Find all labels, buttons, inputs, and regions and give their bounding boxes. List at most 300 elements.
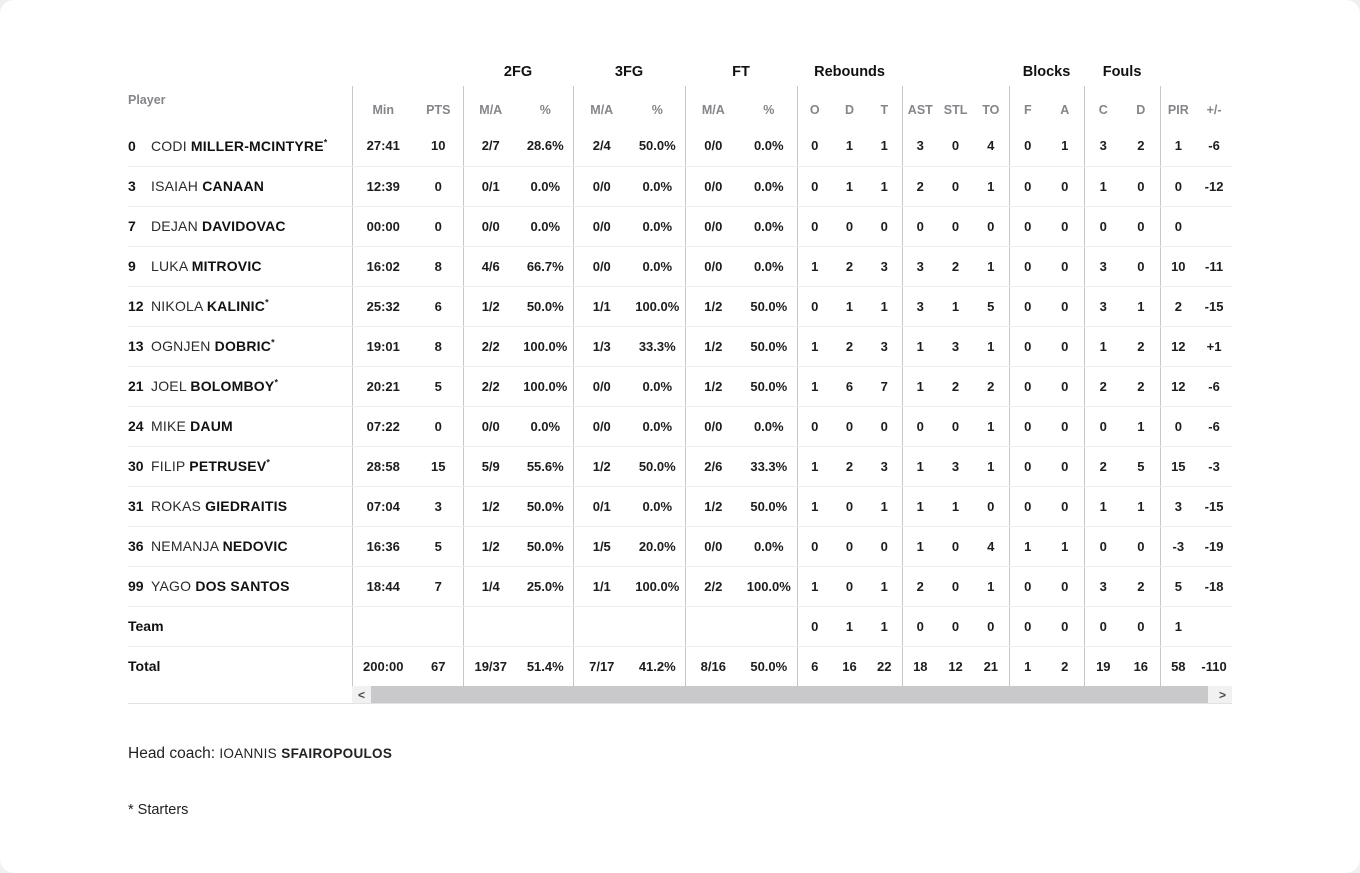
player-last-name: DOBRIC: [214, 338, 272, 354]
cell-pm: [1196, 206, 1232, 246]
cell-reb_o: 0: [797, 126, 832, 166]
cell-blk_a: 0: [1046, 406, 1084, 446]
cell-fg3_ma: 0/0: [573, 366, 630, 406]
cell-fg2_pct: 55.6%: [518, 446, 573, 486]
cell-fg3_ma: 7/17: [573, 646, 630, 686]
cell-pir: 5: [1160, 566, 1196, 606]
group-ft: FT: [732, 64, 750, 80]
cell-reb_d: 0: [832, 526, 867, 566]
cell-ft_pct: 0.0%: [741, 406, 797, 446]
cell-reb_o: 1: [797, 446, 832, 486]
scrollbar-thumb[interactable]: [371, 686, 1208, 703]
group-spacer: [128, 58, 463, 86]
cell-pir: 1: [1160, 126, 1196, 166]
cell-pts: 0: [414, 206, 463, 246]
cell-blk_a: 0: [1046, 286, 1084, 326]
player-first-name: ISAIAH: [151, 178, 203, 194]
cell-blk_a: 0: [1046, 206, 1084, 246]
cell-ft_pct: 50.0%: [750, 658, 788, 674]
cell-pir: 12: [1160, 366, 1196, 406]
cell-foul_c: 1: [1084, 166, 1122, 206]
head-coach-first-name: IOANNIS: [219, 746, 277, 761]
cell-fg2_ma: 4/6: [463, 246, 518, 286]
cell-pm: -6: [1196, 366, 1232, 406]
col-foul-c: C: [1084, 86, 1122, 126]
starter-asterisk: *: [274, 377, 278, 388]
cell-ft_ma: 1/2: [685, 486, 741, 526]
cell-reb_d: 1: [832, 126, 867, 166]
cell-pm: -15: [1196, 486, 1232, 526]
cell-to: 2: [973, 366, 1009, 406]
cell-ast: 1: [902, 486, 938, 526]
cell-foul_d: 0: [1122, 246, 1160, 286]
boxscore-table-wrap: [128, 58, 1232, 704]
cell-foul_d: 2: [1122, 566, 1160, 606]
cell-fg3_pct: 50.0%: [630, 446, 685, 486]
cell-stl: 0: [938, 606, 973, 646]
cell-stl: 0: [938, 526, 973, 566]
cell-reb_o: 6: [797, 646, 832, 686]
cell-blk_f: 0: [1009, 166, 1046, 206]
cell-fg3_ma: 0/0: [573, 206, 630, 246]
row-label: Total: [128, 658, 161, 675]
cell-ft_ma: 8/16: [685, 646, 741, 686]
cell-to: 1: [973, 406, 1009, 446]
player-cell: [128, 326, 352, 366]
player-first-name: OGNJEN: [151, 338, 215, 354]
cell-min: 07:04: [352, 486, 414, 526]
cell-blk_a: 0: [1046, 486, 1084, 526]
cell-reb_t: 1: [867, 486, 902, 526]
cell-fg3_pct: [630, 606, 685, 646]
cell-ft_pct: 0.0%: [741, 246, 797, 286]
cell-reb_t: 3: [867, 446, 902, 486]
player-first-name: DEJAN: [151, 218, 202, 234]
cell-to: 4: [973, 126, 1009, 166]
cell-reb_t: 22: [877, 658, 892, 674]
cell-reb_o: 0: [797, 606, 832, 646]
cell-ft_ma: 0/0: [685, 406, 741, 446]
cell-reb_t: 0: [867, 526, 902, 566]
cell-blk_f: 0: [1009, 446, 1046, 486]
cell-pts: 3: [414, 486, 463, 526]
cell-pm: -6: [1196, 406, 1232, 446]
col-blk-a: A: [1060, 103, 1070, 117]
cell-ft_ma: 0/0: [685, 206, 741, 246]
cell-stl: 0: [938, 166, 973, 206]
cell-foul_c: 19: [1084, 646, 1122, 686]
player-first-name: NEMANJA: [151, 538, 223, 554]
table-row: [128, 406, 1232, 446]
player-cell: [128, 566, 352, 606]
cell-blk_f: 0: [1009, 126, 1046, 166]
cell-blk_a: 0: [1046, 606, 1084, 646]
cell-ast: 0: [902, 606, 938, 646]
cell-fg2_pct: 50.0%: [518, 526, 573, 566]
col-reb-d: D: [845, 103, 855, 117]
cell-reb_d: 0: [832, 486, 867, 526]
cell-pir: 3: [1160, 486, 1196, 526]
cell-foul_c: 0: [1084, 526, 1122, 566]
cell-reb_d: 1: [832, 166, 867, 206]
cell-pm: -110: [1201, 658, 1227, 674]
cell-reb_o: 1: [797, 366, 832, 406]
cell-fg2_ma: 2/2: [463, 326, 518, 366]
player-first-name: FILIP: [151, 458, 190, 474]
cell-ft_pct: 50.0%: [741, 326, 797, 366]
cell-pm: -6: [1196, 126, 1232, 166]
cell-fg2_ma: 5/9: [463, 446, 518, 486]
cell-min: 200:00: [352, 646, 414, 686]
cell-fg3_pct: 0.0%: [630, 366, 685, 406]
player-cell: [128, 166, 352, 206]
cell-ast: 0: [902, 206, 938, 246]
group-spacer: [1160, 58, 1232, 86]
cell-blk_a: 0: [1046, 446, 1084, 486]
chevron-right-icon: >: [1218, 687, 1226, 702]
cell-pm: -18: [1196, 566, 1232, 606]
cell-blk_a: 1: [1046, 526, 1084, 566]
cell-pts: 7: [414, 566, 463, 606]
cell-blk_f: 0: [1009, 406, 1046, 446]
cell-to: 1: [973, 566, 1009, 606]
jersey-number: 9: [128, 258, 136, 274]
player-last-name: PETRUSEV: [189, 458, 267, 474]
table-row: [128, 606, 1232, 646]
jersey-number: 24: [128, 418, 144, 434]
cell-pir: 15: [1160, 446, 1196, 486]
cell-min: 20:21: [352, 366, 414, 406]
cell-blk_a: 0: [1046, 326, 1084, 366]
cell-blk_f: 1: [1009, 526, 1046, 566]
column-header-row: [128, 86, 1232, 126]
cell-ast: 3: [902, 246, 938, 286]
cell-pts: 5: [414, 366, 463, 406]
player-first-name: ROKAS: [151, 498, 206, 514]
cell-ft_ma: 0/0: [685, 166, 741, 206]
cell-fg3_pct: 33.3%: [630, 326, 685, 366]
cell-blk_f: 0: [1009, 206, 1046, 246]
cell-blk_a: 1: [1046, 126, 1084, 166]
cell-to: 0: [973, 206, 1009, 246]
starter-asterisk: *: [265, 297, 269, 308]
cell-fg2_pct: 66.7%: [518, 246, 573, 286]
cell-pir: 0: [1160, 166, 1196, 206]
player-cell: [128, 366, 352, 406]
cell-pir: 12: [1160, 326, 1196, 366]
cell-stl: 2: [938, 366, 973, 406]
col-pm: +/-: [1206, 103, 1222, 117]
cell-fg3_pct: 0.0%: [630, 166, 685, 206]
cell-reb_t: 1: [867, 566, 902, 606]
cell-ft_pct: [741, 606, 797, 646]
table-row: [128, 126, 1232, 166]
cell-min: 25:32: [352, 286, 414, 326]
cell-foul_c: 3: [1084, 126, 1122, 166]
player-first-name: CODI: [151, 137, 191, 154]
cell-ast: 18: [902, 646, 938, 686]
jersey-number: 99: [128, 578, 144, 594]
cell-foul_c: 0: [1084, 406, 1122, 446]
player-cell: [128, 606, 352, 646]
jersey-number: 12: [128, 298, 144, 314]
group-spacer: [902, 58, 1009, 86]
cell-ast: 1: [902, 526, 938, 566]
cell-to: 21: [983, 658, 999, 674]
cell-to: 1: [973, 166, 1009, 206]
cell-fg3_pct: 0.0%: [630, 486, 685, 526]
cell-fg3_pct: 41.2%: [638, 658, 676, 674]
cell-reb_t: 1: [867, 166, 902, 206]
player-cell: [128, 446, 352, 486]
table-row: [128, 286, 1232, 326]
cell-foul_d: 1: [1122, 286, 1160, 326]
cell-ft_ma: 2/6: [685, 446, 741, 486]
col-blk-f: F: [1009, 86, 1046, 126]
cell-blk_f: 0: [1009, 286, 1046, 326]
player-last-name: CANAAN: [202, 178, 265, 194]
cell-pm: -19: [1196, 526, 1232, 566]
cell-ft_pct: 0.0%: [741, 126, 797, 166]
cell-foul_d: 0: [1122, 526, 1160, 566]
col-foul-d: D: [1136, 103, 1146, 117]
jersey-number: 31: [128, 498, 144, 514]
player-first-name: JOEL: [151, 378, 191, 394]
cell-fg2_pct: 50.0%: [518, 286, 573, 326]
chevron-left-icon: <: [357, 687, 365, 702]
cell-stl: 3: [938, 446, 973, 486]
cell-fg3_pct: 50.0%: [630, 126, 685, 166]
cell-reb_o: 0: [797, 526, 832, 566]
cell-reb_o: 1: [797, 246, 832, 286]
cell-ft_pct: 0.0%: [741, 166, 797, 206]
cell-fg3_ma: 2/4: [573, 126, 630, 166]
cell-foul_d: 2: [1122, 126, 1160, 166]
cell-pm: +1: [1196, 326, 1232, 366]
player-last-name: NEDOVIC: [222, 538, 288, 554]
cell-fg2_ma: 0/0: [463, 406, 518, 446]
cell-reb_t: 0: [867, 406, 902, 446]
cell-reb_t: 1: [867, 606, 902, 646]
cell-to: 1: [973, 446, 1009, 486]
cell-reb_t: 7: [867, 366, 902, 406]
cell-pts: 6: [414, 286, 463, 326]
col-3fg-ma: M/A: [573, 86, 630, 126]
cell-fg3_ma: 0/0: [573, 166, 630, 206]
cell-ast: 2: [902, 166, 938, 206]
boxscore-table: [128, 58, 1232, 686]
cell-fg3_ma: 0/0: [573, 246, 630, 286]
player-first-name: NIKOLA: [151, 298, 207, 314]
cell-pts: 0: [414, 406, 463, 446]
starters-note: * Starters: [128, 802, 189, 818]
player-last-name: MITROVIC: [191, 258, 262, 274]
cell-ast: 3: [902, 126, 938, 166]
cell-min: 12:39: [352, 166, 414, 206]
cell-pir: 58: [1160, 646, 1196, 686]
head-coach-line: [128, 745, 392, 763]
jersey-number: 21: [128, 378, 144, 394]
cell-fg3_pct: 0.0%: [630, 246, 685, 286]
cell-ft_ma: 0/0: [685, 126, 741, 166]
player-first-name: MIKE: [151, 418, 191, 434]
cell-stl: 2: [938, 246, 973, 286]
cell-fg2_ma: 19/37: [463, 646, 518, 686]
cell-reb_o: 0: [797, 286, 832, 326]
cell-pts: 0: [414, 166, 463, 206]
cell-stl: 12: [948, 658, 963, 674]
cell-reb_t: 1: [867, 286, 902, 326]
table-row: [128, 646, 1232, 686]
cell-stl: 1: [938, 486, 973, 526]
table-row: [128, 166, 1232, 206]
cell-foul_d: 0: [1122, 606, 1160, 646]
group-blocks: Blocks: [1022, 64, 1071, 80]
starter-asterisk: *: [266, 457, 270, 468]
cell-min: 27:41: [352, 126, 414, 166]
player-last-name: DAVIDOVAC: [202, 218, 286, 234]
cell-min: 00:00: [352, 206, 414, 246]
cell-blk_f: 0: [1009, 366, 1046, 406]
cell-reb_d: 0: [832, 566, 867, 606]
group-fouls: Fouls: [1102, 64, 1142, 80]
player-first-name: YAGO: [151, 578, 196, 594]
col-min: Min: [352, 86, 414, 126]
scroll-right-button[interactable]: [1213, 686, 1232, 703]
cell-fg3_ma: 1/2: [573, 446, 630, 486]
cell-pts: 8: [414, 326, 463, 366]
jersey-number: 3: [128, 178, 136, 194]
cell-ast: 1: [902, 366, 938, 406]
table-row: [128, 566, 1232, 606]
cell-ft_pct: 0.0%: [741, 526, 797, 566]
cell-ft_pct: 33.3%: [741, 446, 797, 486]
cell-foul_c: 0: [1084, 206, 1122, 246]
player-cell: [128, 486, 352, 526]
cell-ft_ma: [685, 606, 741, 646]
group-2fg: 2FG: [503, 64, 533, 80]
jersey-number: 7: [128, 218, 136, 234]
table-row: [128, 206, 1232, 246]
cell-blk_a: 0: [1046, 366, 1084, 406]
cell-ast: 0: [902, 406, 938, 446]
cell-pir: 2: [1160, 286, 1196, 326]
jersey-number: 0: [128, 137, 136, 154]
cell-fg2_pct: 100.0%: [518, 366, 573, 406]
cell-fg3_ma: 0/0: [573, 406, 630, 446]
cell-reb_d: 16: [842, 658, 857, 674]
cell-fg3_ma: 0/1: [573, 486, 630, 526]
cell-min: [352, 606, 414, 646]
cell-ft_pct: 50.0%: [741, 486, 797, 526]
cell-min: 16:36: [352, 526, 414, 566]
cell-reb_d: 2: [832, 326, 867, 366]
cell-reb_o: 0: [797, 406, 832, 446]
cell-fg2_ma: 1/2: [463, 486, 518, 526]
cell-pm: [1196, 606, 1232, 646]
cell-foul_c: 2: [1084, 366, 1122, 406]
col-pir: PIR: [1160, 86, 1196, 126]
col-ft-pct: %: [763, 103, 775, 117]
cell-reb_d: 1: [832, 606, 867, 646]
cell-stl: 0: [938, 206, 973, 246]
player-last-name: DAUM: [190, 418, 233, 434]
cell-foul_d: 1: [1122, 486, 1160, 526]
col-2fg-pct: %: [539, 103, 551, 117]
cell-pts: 15: [414, 446, 463, 486]
cell-to: 0: [973, 486, 1009, 526]
cell-fg2_ma: 0/1: [463, 166, 518, 206]
cell-ast: 1: [902, 326, 938, 366]
cell-pir: -3: [1160, 526, 1196, 566]
cell-foul_c: 3: [1084, 286, 1122, 326]
group-3fg: 3FG: [614, 64, 644, 80]
cell-stl: 0: [938, 126, 973, 166]
cell-foul_d: 1: [1122, 406, 1160, 446]
cell-stl: 1: [938, 286, 973, 326]
scroll-left-button[interactable]: [352, 686, 371, 703]
cell-to: 0: [973, 606, 1009, 646]
cell-min: 07:22: [352, 406, 414, 446]
cell-ft_ma: 1/2: [685, 286, 741, 326]
cell-reb_d: 0: [832, 206, 867, 246]
head-coach-label: Head coach:: [128, 745, 216, 762]
cell-min: 19:01: [352, 326, 414, 366]
group-header-row: [128, 58, 1232, 86]
cell-foul_d: 0: [1122, 206, 1160, 246]
cell-foul_c: 1: [1084, 326, 1122, 366]
horizontal-scrollbar[interactable]: [352, 686, 1232, 703]
cell-ft_ma: 0/0: [685, 526, 741, 566]
col-player: Player: [128, 93, 166, 107]
cell-reb_o: 1: [797, 566, 832, 606]
cell-fg3_ma: 1/5: [573, 526, 630, 566]
cell-fg2_pct: 0.0%: [518, 406, 573, 446]
cell-reb_t: 0: [867, 206, 902, 246]
cell-ft_pct: 50.0%: [741, 366, 797, 406]
cell-stl: 3: [938, 326, 973, 366]
cell-blk_a: 0: [1046, 246, 1084, 286]
table-row: [128, 526, 1232, 566]
cell-blk_f: 0: [1009, 246, 1046, 286]
cell-blk_a: 0: [1046, 166, 1084, 206]
cell-foul_c: 1: [1084, 486, 1122, 526]
cell-ft_ma: 1/2: [685, 326, 741, 366]
jersey-number: 13: [128, 338, 144, 354]
cell-reb_d: 6: [832, 366, 867, 406]
cell-blk_f: 0: [1009, 486, 1046, 526]
cell-fg2_pct: 50.0%: [518, 486, 573, 526]
cell-fg3_ma: 1/1: [573, 286, 630, 326]
cell-pts: 8: [414, 246, 463, 286]
cell-foul_d: 2: [1122, 366, 1160, 406]
cell-ast: 1: [902, 446, 938, 486]
cell-reb_o: 0: [797, 166, 832, 206]
col-reb-o: O: [797, 86, 832, 126]
cell-fg3_ma: [573, 606, 630, 646]
cell-pts: 5: [414, 526, 463, 566]
cell-foul_d: 5: [1122, 446, 1160, 486]
player-cell: [128, 406, 352, 446]
col-2fg-ma: M/A: [463, 86, 518, 126]
row-label: Team: [128, 618, 164, 634]
cell-foul_c: 0: [1084, 606, 1122, 646]
cell-fg3_pct: 20.0%: [630, 526, 685, 566]
cell-pts: [414, 606, 463, 646]
cell-to: 5: [973, 286, 1009, 326]
cell-fg2_ma: 2/7: [463, 126, 518, 166]
cell-blk_a: 2: [1061, 658, 1069, 674]
